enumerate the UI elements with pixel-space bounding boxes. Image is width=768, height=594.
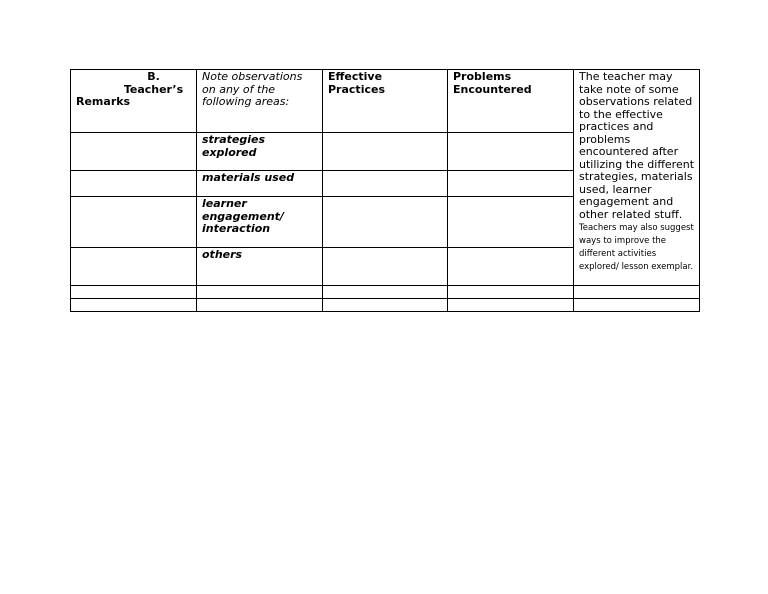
blank-cell	[71, 299, 197, 312]
problems-encountered-cell	[448, 171, 574, 197]
area-label: learner engagement/ interaction	[197, 197, 323, 248]
table-header-row	[71, 70, 700, 133]
blank-cell	[197, 286, 323, 299]
blank-cell	[197, 299, 323, 312]
guidance-small-text: Teachers may also suggest ways to improve the different activities explored/ lesson exemplar.	[579, 223, 694, 272]
section-title-line2: Remarks	[76, 95, 131, 108]
guidance-main-text: The teacher may take note of some observations related to the effective practices and problems encountered after utilizing the different strategies, materials used, learner engagement and other related stuff.	[579, 70, 695, 221]
effective-practices-cell	[323, 171, 448, 197]
problems-encountered-header: Problems Encountered	[448, 70, 574, 133]
blank-cell	[448, 299, 574, 312]
note-header: Note observations on any of the following areas:	[197, 70, 323, 133]
blank-cell	[574, 299, 700, 312]
blank-cell	[71, 133, 197, 171]
blank-cell	[323, 299, 448, 312]
problems-encountered-cell	[448, 197, 574, 248]
blank-cell	[71, 286, 197, 299]
blank-cell	[323, 286, 448, 299]
teachers-remarks-table	[70, 69, 700, 312]
blank-cell	[448, 286, 574, 299]
area-label: materials used	[197, 171, 323, 197]
effective-practices-cell	[323, 133, 448, 171]
effective-practices-header: Effective Practices	[323, 70, 448, 133]
problems-encountered-cell	[448, 248, 574, 286]
table-row	[71, 286, 700, 299]
blank-cell	[71, 171, 197, 197]
section-title-cell	[71, 70, 197, 133]
guidance-cell	[574, 70, 700, 286]
blank-cell	[574, 286, 700, 299]
effective-practices-cell	[323, 197, 448, 248]
area-label: strategies explored	[197, 133, 323, 171]
table-row	[71, 299, 700, 312]
blank-cell	[71, 248, 197, 286]
effective-practices-cell	[323, 248, 448, 286]
blank-cell	[71, 197, 197, 248]
problems-encountered-cell	[448, 133, 574, 171]
section-title-line1: B. Teacher’s	[123, 70, 184, 96]
area-label: others	[197, 248, 323, 286]
